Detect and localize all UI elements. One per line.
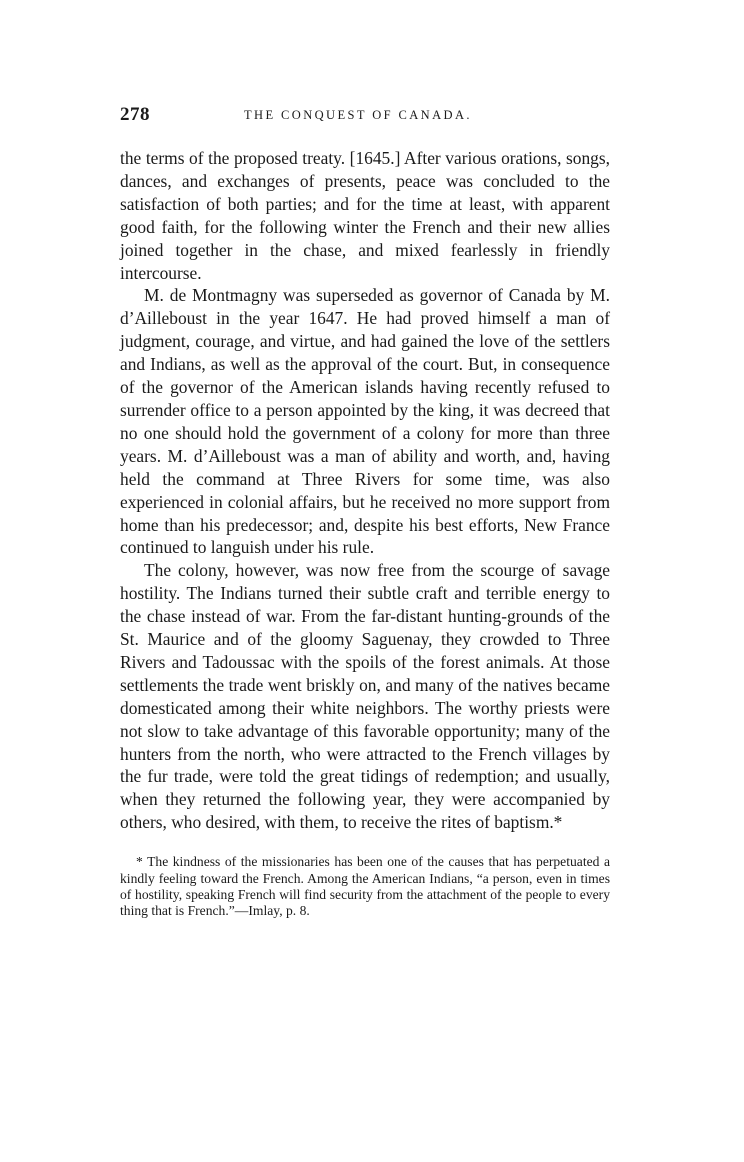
paragraph-treaty: the terms of the proposed treaty. [1645.] After various orations, songs, dances, and exchanges of presents, peace was concluded to the satisfaction of both parties; and for the time at least, with apparent good faith, for the following winter the French and their new allies joined together in the chase, and mixed fearlessly in friendly intercourse. xyxy=(120,148,610,283)
footnote: * The kindness of the missionaries has been one of the causes that has perpetuated a kindly feeling toward the French. Among the American Indians, “a person, even in times of hostility, speaking French will find security from the attachment of the people to every thing that is French.”—Imlay, p. 8. xyxy=(120,854,610,919)
paragraph-montmagny: M. de Montmagny was superseded as governor of Canada by M. d’Ailleboust in the year 1647. He had proved himself a man of judgment, courage, and virtue, and had gained the love of the settlers and Indians, as well as the approval of the court. But, in consequence of the governor of the American islands having recently refused to surrender office to a person appointed by the king, it was decreed that no one should hold the government of a colony for more than three years. M. d’Ailleboust was a man of ability and worth, and, having held the command at Three Rivers for some time, was also experienced in colonial affairs, but he received no more support from home than his predecessor; and, despite his best efforts, New France continued to languish under his rule. xyxy=(120,285,610,558)
book-page xyxy=(120,104,610,933)
running-head xyxy=(120,104,610,130)
page-number: 278 xyxy=(120,104,150,125)
body-text xyxy=(120,147,610,834)
paragraph-colony: The colony, however, was now free from the scourge of savage hostility. The Indians turned their subtle craft and terrible energy to the chase instead of war. From the far-distant hunting-grounds of the St. Maurice and of the gloomy Saguenay, they crowded to Three Rivers and Tadoussac with the spoils of the forest animals. At those settlements the trade went briskly on, and many of the natives became domesticated among their white neighbors. The worthy priests were not slow to take advantage of this favorable opportunity; many of the hunters from the north, who were attracted to the French villages by the fur trade, were told the great tidings of redemption; and usually, when they returned the following year, they were accompanied by others, who desired, with them, to receive the rites of baptism.* xyxy=(120,560,610,833)
running-title: THE CONQUEST OF CANADA. xyxy=(244,108,472,122)
